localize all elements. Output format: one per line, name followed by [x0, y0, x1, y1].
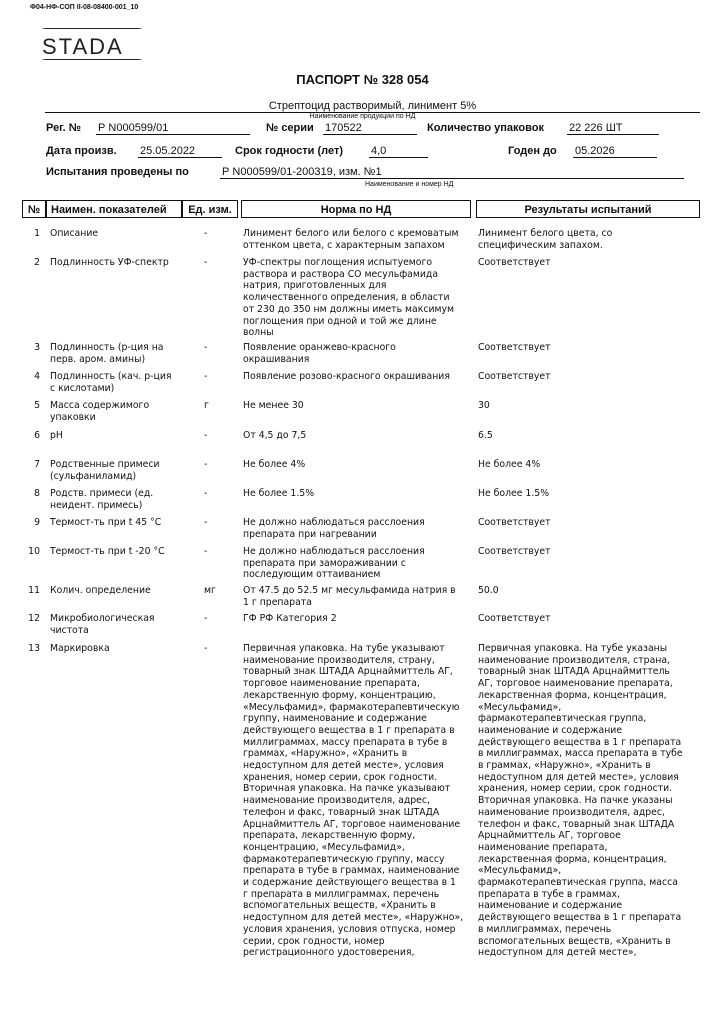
row-number: 6 [34, 430, 40, 441]
row-norm: Линимент белого или белого с кремоватым оттенком цвета, с характерным запахом [243, 228, 459, 251]
row-name: Родственные примеси (сульфаниламид) [50, 459, 160, 482]
page-title: ПАСПОРТ № 328 054 [296, 72, 429, 87]
row-name: Колич. определение [50, 585, 151, 596]
row-norm: Не должно наблюдаться расслоения препарата при замораживании с последующим оттаиванием [243, 546, 425, 581]
row-name: Термост-ть при t -20 °C [50, 546, 165, 557]
row-result: Соответствует [478, 546, 551, 557]
row-number: 7 [34, 459, 40, 470]
header-num: № [22, 200, 46, 218]
row-result: Соответствует [478, 613, 551, 624]
row-unit: - [204, 342, 208, 353]
series-label: № серии [266, 122, 314, 134]
shelf-value: 4,0 [369, 145, 428, 158]
row-unit: - [204, 257, 208, 268]
tests-value: Р N000599/01-200319, изм. №1 [220, 166, 684, 179]
qty-value: 22 226 ШТ [567, 122, 659, 135]
row-result: Соответствует [478, 257, 551, 268]
date-label: Дата произв. [46, 145, 117, 157]
row-result: 50.0 [478, 585, 499, 596]
series-value: 170522 [323, 122, 417, 135]
row-norm: Не должно наблюдаться расслоения препарата при нагревании [243, 517, 425, 540]
row-number: 8 [34, 488, 40, 499]
date-value: 25.05.2022 [138, 145, 222, 158]
tests-label: Испытания проведены по [46, 166, 189, 178]
row-unit: - [204, 430, 208, 441]
shelf-label: Срок годности (лет) [235, 145, 344, 157]
reg-label: Рег. № [46, 122, 82, 134]
header-norm: Норма по НД [241, 200, 471, 218]
row-result: Первичная упаковка. На тубе указаны наименование производителя, страна, товарный знак ШТАДА Арцнаймиттель АГ, торговое наименование препарата, лекарственная форма, концентрация, «Месульфамид», фармакотерапевтическая группа, наименование и содержание действующего вещества в 1 г препарата в миллиграммах, масса препарата в тубе в граммах, «Наружно», «Хранить в недоступном для детей месте», условия хранения, номер серии, срок годности. Вторичная упаковка. На пачке указаны наименование производителя, адрес, телефон и факс, товарный знак ШТАДА Арцнаймиттель АГ, торговое наименование препарата, лекарственная форма, концентрация, «Месульфамид», фармакотерапевтическая группа, масса препарата в тубе в граммах, наименование и содержание действующего вещества в 1 г препарата в миллиграммах, перечень вспомогательных веществ, «Хранить в недоступном для детей месте», [478, 643, 683, 959]
row-name: pH [50, 430, 63, 441]
stada-logo: STADA [38, 22, 148, 82]
row-norm: Не менее 30 [243, 400, 304, 411]
row-number: 11 [28, 585, 40, 596]
row-number: 9 [34, 517, 40, 528]
product-name: Стрептоцид растворимый, линимент 5% [45, 100, 700, 113]
row-norm: Первичная упаковка. На тубе указывают наименование производителя, страну, товарный знак ШТАДА Арцнаймиттель АГ, торговое наименование препарата, лекарственную форму, концентрацию, «Месульфамид», фармакотерапевтическую группу, наименование и содержание действующего вещества в 1 г препарата в миллиграммах, массу препарата в тубе в граммах, «Наружно», «Хранить в недоступном для детей месте», условия хранения, номер серии, срок годности. Вторичная упаковка. На пачке указывают наименование производителя, адрес, телефон и факс, товарный знак ШТАДА Арцнаймиттель АГ, торговое наименование препарата, лекарственную форму, концентрацию, «Месульфамид», фармакотерапевтическую группу, массу препарата в тубе в граммах, наименование и содержание действующего вещества в 1 г препарата в миллиграммах, перечень вспомогательных веществ, «Хранить в недоступном для детей месте», «Наружно», условия хранения, условия отпуска, номер серии, срок годности, номер регистрационного удостоверения, [243, 643, 464, 959]
row-number: 13 [28, 643, 40, 654]
row-number: 5 [34, 400, 40, 411]
row-norm: От 47.5 до 52.5 мг месульфамида натрия в 1 г препарата [243, 585, 456, 608]
row-unit: - [204, 613, 208, 624]
row-number: 3 [34, 342, 40, 353]
row-unit: - [204, 371, 208, 382]
row-result: Соответствует [478, 517, 551, 528]
expiry-value: 05.2026 [573, 145, 657, 158]
row-norm: Не более 1.5% [243, 488, 315, 499]
expiry-label: Годен до [508, 145, 557, 157]
row-number: 1 [34, 228, 40, 239]
row-unit: - [204, 546, 208, 557]
row-name: Микробиологическая чистота [50, 613, 155, 636]
row-unit: мг [204, 585, 216, 596]
row-name: Термост-ть при t 45 °C [50, 517, 162, 528]
row-norm: Появление розово-красного окрашивания [243, 371, 450, 382]
reg-value: Р N000599/01 [96, 122, 250, 135]
header-unit: Ед. изм. [182, 200, 238, 218]
row-norm: ГФ РФ Категория 2 [243, 613, 337, 624]
qty-label: Количество упаковок [427, 122, 544, 134]
row-number: 10 [28, 546, 40, 557]
row-name: Масса содержимого упаковки [50, 400, 150, 423]
row-result: Не более 1.5% [478, 488, 550, 499]
row-unit: - [204, 517, 208, 528]
row-result: Линимент белого цвета, со специфическим запахом. [478, 228, 613, 251]
row-number: 4 [34, 371, 40, 382]
row-name: Подлинность УФ-спектр [50, 257, 169, 268]
row-unit: г [204, 400, 209, 411]
row-result: 30 [478, 400, 490, 411]
row-number: 12 [28, 613, 40, 624]
row-name: Подлинность (р-ция на перв. аром. амины) [50, 342, 164, 365]
row-unit: - [204, 459, 208, 470]
row-norm: Появление оранжево-красного окрашивания [243, 342, 396, 365]
row-unit: - [204, 643, 208, 654]
row-result: Соответствует [478, 342, 551, 353]
row-unit: - [204, 228, 208, 239]
row-unit: - [204, 488, 208, 499]
document-code: Ф04-НФ-СОП II-08-08400-001_10 [30, 4, 139, 11]
row-name: Подлинность (кач. р-ция с кислотами) [50, 371, 172, 394]
header-result: Результаты испытаний [476, 200, 700, 218]
row-number: 2 [34, 257, 40, 268]
row-name: Родств. примеси (ед. неидент. примесь) [50, 488, 154, 511]
product-caption: Наименование продукции по НД [309, 113, 416, 120]
row-name: Маркировка [50, 643, 110, 654]
row-result: Соответствует [478, 371, 551, 382]
row-norm: УФ-спектры поглощения испытуемого раствора и раствора СО месульфамида натрия, приготовленных для количественного определения, в области от 230 до 350 нм должны иметь максимум поглощения при одной и той же длине волны [243, 257, 455, 339]
row-norm: Не более 4% [243, 459, 306, 470]
row-name: Описание [50, 228, 99, 239]
row-result: 6.5 [478, 430, 493, 441]
row-norm: От 4,5 до 7,5 [243, 430, 307, 441]
row-result: Не более 4% [478, 459, 541, 470]
header-name: Наимен. показателей [46, 200, 182, 218]
tests-caption: Наименование и номер НД [365, 181, 454, 188]
